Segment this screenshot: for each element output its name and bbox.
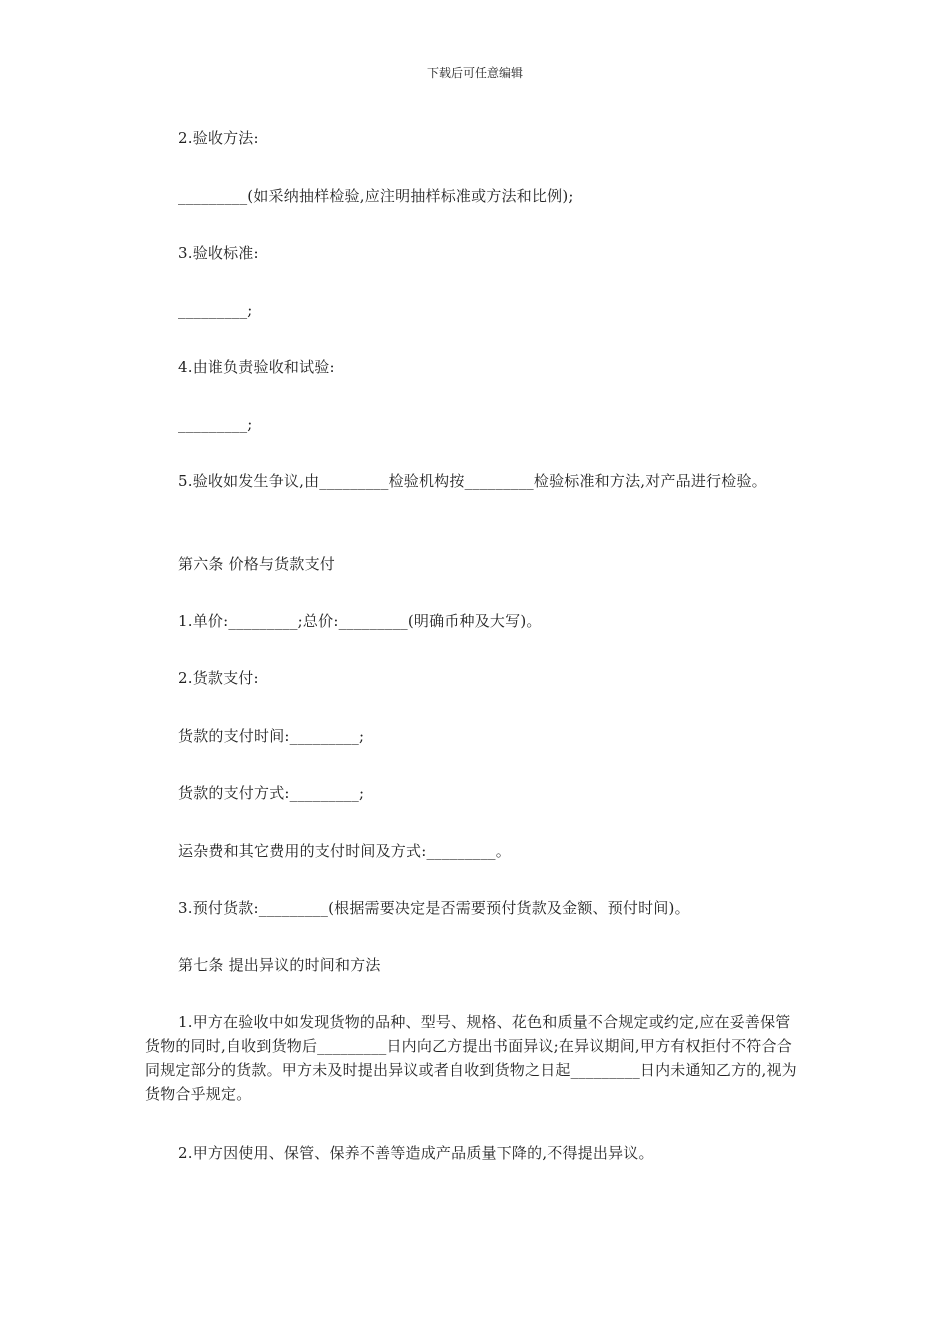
paragraph-payment-heading: 2.货款支付:: [178, 669, 259, 687]
paragraph-unit-total-price: 1.单价:_________;总价:_________(明确币种及大写)。: [178, 612, 542, 630]
paragraph-acceptance-method-blank: _________(如采纳抽样检验,应注明抽样标准或方法和比例);: [178, 187, 574, 205]
paragraph-payment-time: 货款的支付时间:_________;: [178, 727, 365, 745]
paragraph-acceptance-responsible-blank: _________;: [178, 415, 253, 433]
paragraph-objection-procedure: 1.甲方在验收中如发现货物的品种、型号、规格、花色和质量不合规定或约定,应在妥善保管货物的同时,自收到货物后_________日内向乙方提出书面异议;在异议期间,甲方有权拒付不符合合同规定部分的货款。甲方未及时提出异议或者自收到货物之日起_________日内未通知乙方的,视为货物合乎规定。: [145, 1013, 797, 1103]
paragraph-acceptance-standard: 3.验收标准:: [178, 244, 259, 262]
paragraph-no-objection: 2.甲方因使用、保管、保养不善等造成产品质量下降的,不得提出异议。: [178, 1144, 654, 1162]
paragraph-payment-method: 货款的支付方式:_________;: [178, 784, 365, 802]
paragraph-freight-payment: 运杂费和其它费用的支付时间及方式:_________。: [178, 842, 511, 860]
paragraph-dispute-inspection: 5.验收如发生争议,由_________检验机构按_________检验标准和方法,对产品进行检验。: [178, 472, 767, 490]
paragraph-acceptance-method: 2.验收方法:: [178, 129, 259, 147]
paragraph-advance-payment: 3.预付货款:_________(根据需要决定是否需要预付货款及金额、预付时间)。: [178, 899, 690, 917]
page-header: 下载后可任意编辑: [426, 66, 523, 80]
paragraph-acceptance-standard-blank: _________;: [178, 301, 253, 319]
article-six-heading: 第六条 价格与货款支付: [178, 555, 335, 573]
paragraph-acceptance-responsible: 4.由谁负责验收和试验:: [178, 358, 335, 376]
article-seven-heading: 第七条 提出异议的时间和方法: [178, 956, 381, 974]
